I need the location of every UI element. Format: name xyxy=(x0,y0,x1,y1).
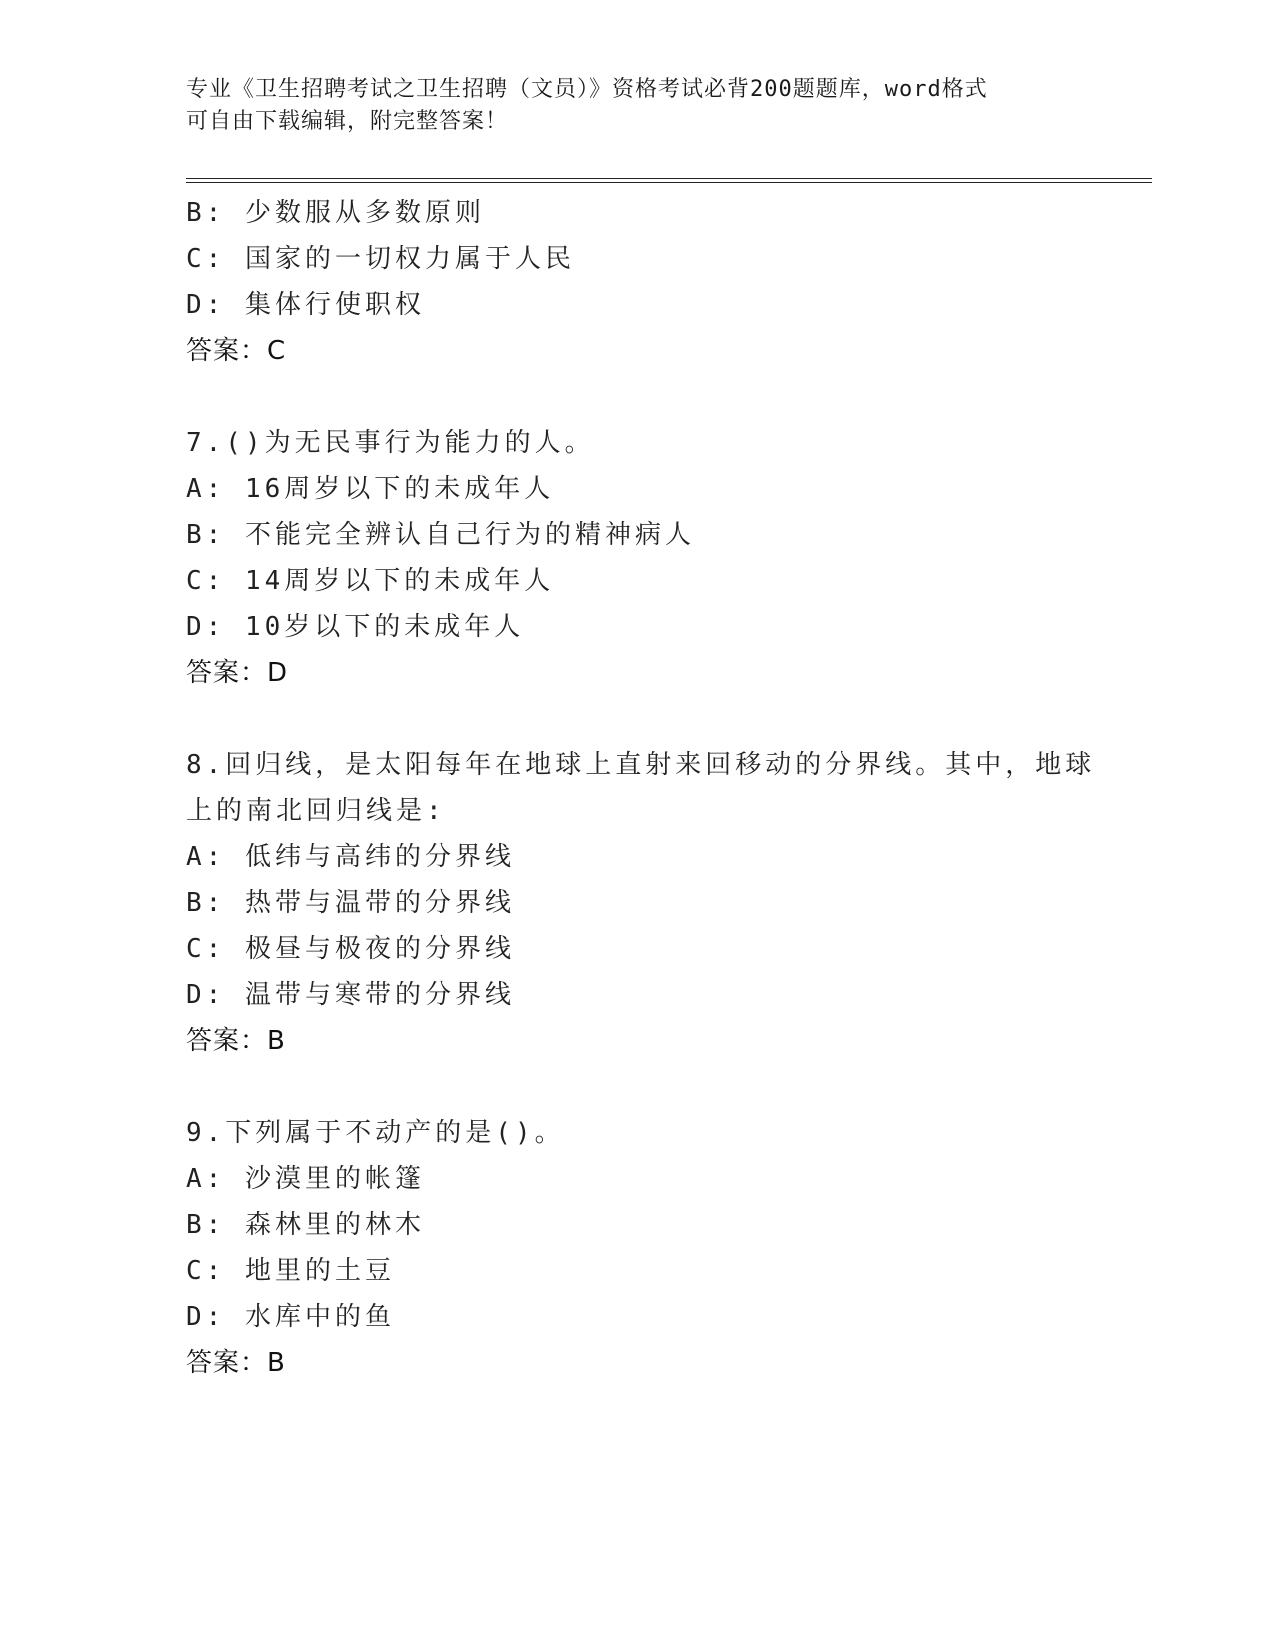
answer-label: 答案：D xyxy=(186,658,289,688)
option-c: C: 极昼与极夜的分界线 xyxy=(186,934,515,964)
option-c: C: 地里的土豆 xyxy=(186,1256,395,1286)
option-b: B: 森林里的林木 xyxy=(186,1210,425,1240)
question-stem: 9.下列属于不动产的是()。 xyxy=(186,1118,565,1148)
option-a: A: 低纬与高纬的分界线 xyxy=(186,842,515,872)
option-d: D: 集体行使职权 xyxy=(186,290,425,320)
question-stem-line-1: 8.回归线，是太阳每年在地球上直射来回移动的分界线。其中，地球 xyxy=(186,750,1096,780)
header-title-line-2: 可自由下载编辑，附完整答案！ xyxy=(186,109,509,134)
header-divider-bottom xyxy=(186,182,1152,183)
answer-label: 答案：B xyxy=(186,1026,286,1056)
answer-label: 答案：B xyxy=(186,1348,286,1378)
option-d: D: 水库中的鱼 xyxy=(186,1302,395,1332)
question-7 xyxy=(186,420,1086,696)
document-header xyxy=(186,74,1066,138)
option-a: A: 沙漠里的帐篷 xyxy=(186,1164,425,1194)
option-a: A: 16周岁以下的未成年人 xyxy=(186,474,555,504)
option-d: D: 温带与寒带的分界线 xyxy=(186,980,515,1010)
question-stem-line-2: 上的南北回归线是: xyxy=(186,796,446,826)
option-d: D: 10岁以下的未成年人 xyxy=(186,612,525,642)
question-9 xyxy=(186,1110,1086,1386)
question-8 xyxy=(186,742,1096,1064)
header-title-line-1: 专业《卫生招聘考试之卫生招聘（文员）》资格考试必背200题题库，word格式 xyxy=(186,77,988,102)
question-stem: 7.()为无民事行为能力的人。 xyxy=(186,428,595,458)
option-c: C: 国家的一切权力属于人民 xyxy=(186,244,575,274)
option-c: C: 14周岁以下的未成年人 xyxy=(186,566,555,596)
option-b: B: 不能完全辨认自己行为的精神病人 xyxy=(186,520,695,550)
answer-label: 答案：C xyxy=(186,336,287,366)
question-6-tail xyxy=(186,190,1086,374)
option-b: B: 热带与温带的分界线 xyxy=(186,888,515,918)
header-divider-top xyxy=(186,178,1152,179)
question-list xyxy=(186,190,1096,1432)
option-b: B: 少数服从多数原则 xyxy=(186,198,485,228)
